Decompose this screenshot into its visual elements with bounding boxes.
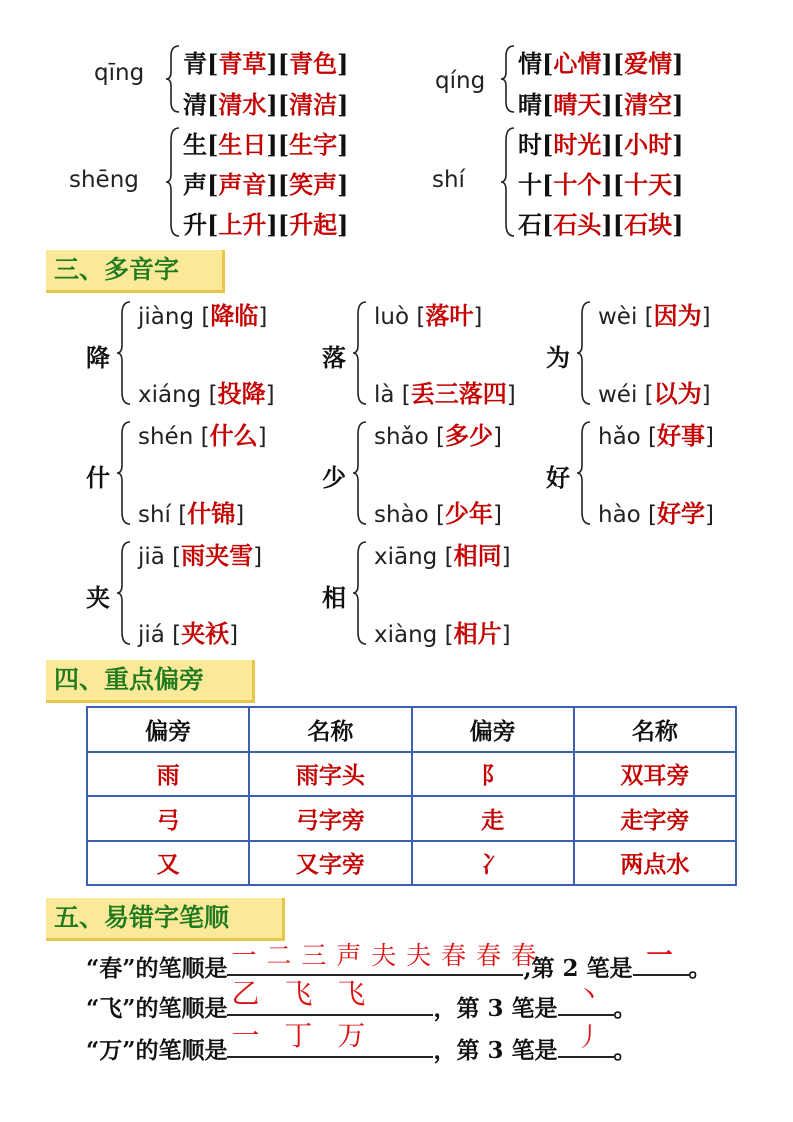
reading-line	[598, 416, 714, 451]
pinyin: wéi	[598, 382, 638, 408]
example-word: 落叶	[425, 301, 474, 330]
pinyin: jiā	[138, 544, 165, 570]
word-line: 生[生日][生字]	[183, 130, 349, 159]
word-line: 清[清水][清洁]	[183, 90, 349, 119]
bracket: [	[164, 544, 182, 570]
answer-blank[interactable]	[227, 1019, 433, 1058]
polyphone-char: 夹	[86, 583, 110, 612]
brace-icon	[576, 420, 592, 526]
bracket: [	[194, 304, 211, 330]
table-cell: 雨字头	[249, 752, 411, 797]
answer-blank[interactable]	[227, 977, 433, 1016]
table-row	[87, 841, 736, 886]
handwritten-answer: 乙 飞 飞	[231, 977, 374, 1010]
table-cell: 雨	[87, 752, 249, 797]
brace-icon	[116, 300, 132, 406]
bracket: ]	[501, 622, 511, 648]
handwritten-answer: 一	[646, 941, 677, 971]
table-cell: 走字旁	[574, 796, 736, 841]
word-line: 十[十个][十天]	[518, 170, 684, 199]
example-word: 相同	[453, 541, 502, 570]
reading-line	[374, 494, 502, 529]
pinyin: là	[374, 382, 395, 408]
example-word: 夹袄	[181, 619, 230, 648]
reading-line	[138, 416, 267, 451]
table-cell: 弓	[87, 796, 249, 841]
table-cell: 双耳旁	[574, 752, 736, 797]
handwritten-answer: 一 丁 万	[231, 1019, 374, 1052]
brace-icon	[165, 126, 181, 238]
pinyin: luò	[374, 304, 410, 330]
word-line: 时[时光][小时]	[518, 130, 684, 159]
table-cell: 又字旁	[249, 841, 411, 886]
example-word: 好学	[657, 499, 706, 528]
word-line: 青[青草][青色]	[183, 49, 349, 78]
pinyin-label: qíng	[435, 68, 486, 94]
brace-icon	[352, 420, 368, 526]
bracket: [	[409, 304, 426, 330]
reading-line	[138, 494, 244, 529]
word-line: 晴[晴天][清空]	[518, 90, 684, 119]
bracket: ]	[701, 304, 711, 330]
brace-icon	[576, 300, 592, 406]
bracket: [	[637, 304, 654, 330]
pinyin: shào	[374, 502, 429, 528]
reading-line	[374, 536, 511, 571]
bracket: ]	[501, 544, 511, 570]
bracket: [	[640, 424, 658, 450]
table-cell: 冫	[412, 841, 574, 886]
word-line: 声[声音][笑声]	[183, 170, 349, 199]
table-header-cell: 偏旁	[87, 707, 249, 752]
brace-icon	[500, 44, 516, 114]
brace-icon	[116, 420, 132, 526]
table-row	[87, 796, 736, 841]
bracket: [	[428, 424, 446, 450]
answer-blank[interactable]	[633, 941, 689, 976]
bracket: [	[437, 622, 454, 648]
bracket: ]	[253, 544, 263, 570]
pinyin: hǎo	[598, 424, 641, 450]
section-title: 五、易错字笔顺	[46, 898, 285, 941]
pinyin: jiàng	[138, 304, 195, 330]
bracket: [	[193, 424, 210, 450]
table-row	[87, 752, 736, 797]
example-word: 好事	[657, 421, 706, 450]
bracket: [	[437, 544, 454, 570]
bracket: ]	[258, 304, 268, 330]
bracket: ]	[701, 382, 711, 408]
bracket: ]	[493, 424, 503, 450]
stroke-order-item: “春”的笔顺是 一 二 三 声 夫 夫 春 春 春 ,第 2 笔是 一 。	[86, 948, 712, 983]
reading-line	[374, 614, 511, 649]
pinyin: wèi	[598, 304, 638, 330]
example-word: 因为	[653, 301, 702, 330]
section-title: 三、多音字	[46, 250, 225, 293]
polyphone-char: 好	[546, 463, 570, 492]
reading-line	[138, 614, 238, 649]
table-cell: 弓字旁	[249, 796, 411, 841]
example-word: 少年	[445, 499, 494, 528]
brace-icon	[352, 300, 368, 406]
reading-line	[598, 296, 711, 331]
reading-line	[374, 374, 516, 409]
table-header-cell: 偏旁	[412, 707, 574, 752]
brace-icon	[165, 44, 181, 114]
example-word: 相片	[453, 619, 502, 648]
bracket: ]	[705, 502, 715, 528]
bracket: ]	[265, 382, 275, 408]
bracket: ]	[235, 502, 245, 528]
polyphone-char: 什	[86, 463, 110, 492]
pinyin: xiàng	[374, 622, 438, 648]
polyphone-char: 少	[322, 463, 346, 492]
word-line: 石[石头][石块]	[518, 210, 684, 239]
answer-blank[interactable]	[558, 1023, 614, 1058]
example-word: 什么	[209, 421, 258, 450]
bracket: [	[637, 382, 654, 408]
table-cell: 又	[87, 841, 249, 886]
reading-line	[138, 296, 267, 331]
stroke-order-item: “万”的笔顺是 一 丁 万 ，第 3 笔是 丿 。	[86, 1030, 637, 1065]
pinyin: jiá	[138, 622, 165, 648]
bracket: ]	[257, 424, 267, 450]
pinyin: xiáng	[138, 382, 202, 408]
section-title: 四、重点偏旁	[46, 660, 255, 703]
example-word: 投降	[217, 379, 266, 408]
reading-line	[138, 536, 262, 571]
reading-line	[598, 374, 711, 409]
reading-line	[374, 416, 502, 451]
stroke-order-item: “飞”的笔顺是 乙 飞 飞 ，第 3 笔是 丶 。	[86, 988, 637, 1023]
answer-blank[interactable]	[558, 981, 614, 1016]
bracket: ]	[705, 424, 715, 450]
example-word: 什锦	[187, 499, 236, 528]
handwritten-answer: 一 二 三 声 夫 夫 春 春 春	[231, 941, 538, 970]
handwritten-answer: 丿	[575, 1023, 606, 1053]
bracket: ]	[493, 502, 503, 528]
table-header-cell: 名称	[574, 707, 736, 752]
table-cell: 两点水	[574, 841, 736, 886]
pinyin: shǎo	[374, 424, 429, 450]
word-line: 升[上升][升起]	[183, 210, 349, 239]
bracket: ]	[506, 382, 516, 408]
polyphone-char: 降	[86, 343, 110, 372]
table-cell: 走	[412, 796, 574, 841]
pinyin: shí	[138, 502, 171, 528]
polyphone-char: 落	[322, 343, 346, 372]
pinyin-label: qīng	[94, 60, 145, 86]
table-header-row	[87, 707, 736, 752]
polyphone-char: 为	[546, 343, 570, 372]
brace-icon	[352, 540, 368, 646]
reading-line	[374, 296, 482, 331]
pinyin-label: shí	[432, 167, 465, 193]
word-line: 情[心情][爱情]	[518, 49, 684, 78]
example-word: 雨夹雪	[181, 541, 254, 570]
pinyin: xiāng	[374, 544, 438, 570]
table-cell: 阝	[412, 752, 574, 797]
polyphone-char: 相	[322, 583, 346, 612]
pinyin: hào	[598, 502, 641, 528]
brace-icon	[116, 540, 132, 646]
brace-icon	[500, 126, 516, 238]
example-word: 丢三落四	[410, 379, 507, 408]
pinyin: shén	[138, 424, 194, 450]
bracket: [	[164, 622, 182, 648]
radical-table	[86, 706, 737, 886]
bracket: ]	[229, 622, 239, 648]
example-word: 降临	[210, 301, 259, 330]
reading-line	[598, 494, 714, 529]
example-word: 以为	[653, 379, 702, 408]
bracket: [	[394, 382, 411, 408]
bracket: ]	[473, 304, 483, 330]
bracket: [	[170, 502, 188, 528]
table-header-cell: 名称	[249, 707, 411, 752]
bracket: [	[428, 502, 446, 528]
example-word: 多少	[445, 421, 494, 450]
bracket: [	[201, 382, 218, 408]
pinyin-label: shēng	[69, 167, 139, 193]
bracket: [	[640, 502, 658, 528]
handwritten-answer: 丶	[575, 981, 606, 1011]
reading-line	[138, 374, 275, 409]
